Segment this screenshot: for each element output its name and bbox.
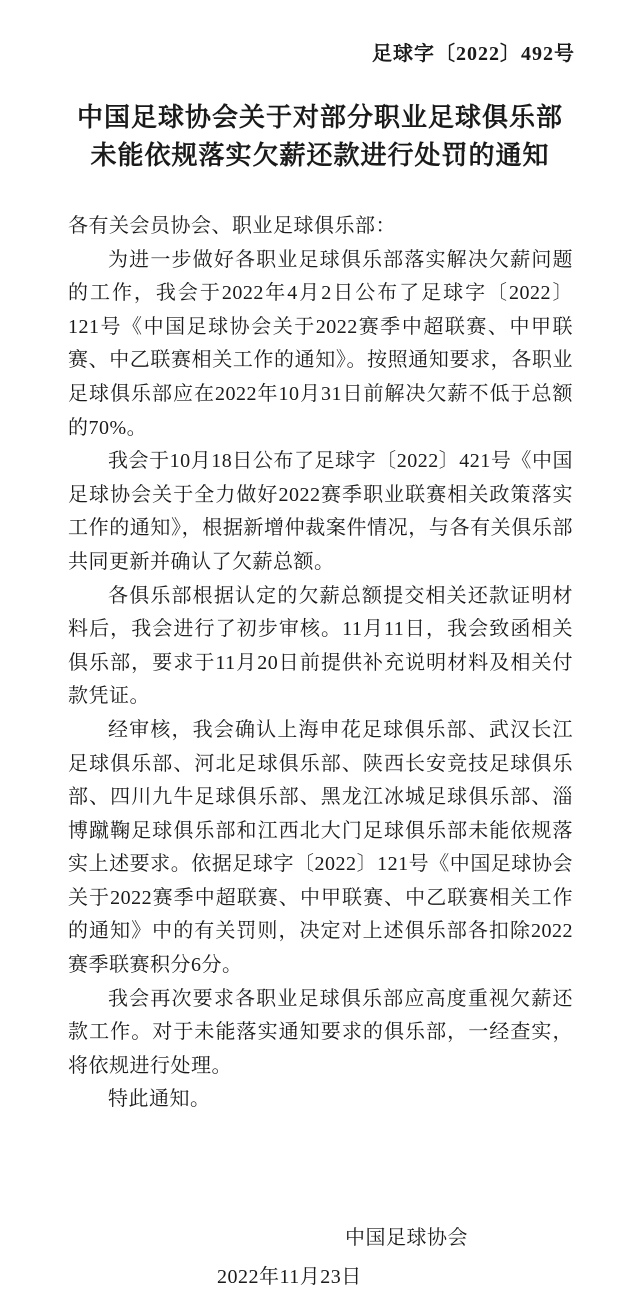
notice-paragraph: 我会于10月18日公布了足球字〔2022〕421号《中国足球协会关于全力做好2022赛季职业联赛相关政策落实工作的通知》，根据新增仲裁案件情况，与各有关俱乐部共同更新并确认了欠薪总额。: [68, 450, 573, 573]
issuer-signature: 中国足球协会: [345, 1227, 468, 1250]
notice-title: [0, 99, 640, 175]
notice-body: [0, 210, 640, 1117]
notice-title-line2: 未能依规落实欠薪还款进行处罚的通知: [90, 141, 550, 170]
notice-paragraph: 经审核，我会确认上海申花足球俱乐部、武汉长江足球俱乐部、河北足球俱乐部、陕西长安竞技足球俱乐部、四川九牛足球俱乐部、黑龙江冰城足球俱乐部、淄博蹴鞠足球俱乐部和江西北大门足球俱乐部未能依规落实上述要求。依据足球字〔2022〕121号《中国足球协会关于2022赛季中超联赛、中甲联赛、中乙联赛相关工作的通知》中的有关罚则，决定对上述俱乐部各扣除2022赛季联赛积分6分。: [68, 718, 573, 977]
salutation: 各有关会员协会、职业足球俱乐部：: [68, 215, 396, 237]
issue-date: 2022年11月23日: [217, 1265, 362, 1288]
notice-closing-phrase: 特此通知。: [108, 1088, 211, 1111]
notice-title-line1: 中国足球协会关于对部分职业足球俱乐部: [76, 103, 563, 132]
notice-paragraph: 为进一步做好各职业足球俱乐部落实解决欠薪问题的工作，我会于2022年4月2日公布了足球字〔2022〕121号《中国足球协会关于2022赛季中超联赛、中甲联赛、中乙联赛相关工作的通知》。按照通知要求，各职业足球俱乐部应在2022年10月31日前解决欠薪不低于总额的70%。: [68, 248, 573, 439]
document-number: 足球字〔2022〕492号: [372, 43, 575, 65]
notice-paragraph: 各俱乐部根据认定的欠薪总额提交相关还款证明材料后，我会进行了初步审核。11月11日，我会致函相关俱乐部，要求于11月20日前提供补充说明材料及相关付款凭证。: [68, 584, 573, 708]
notice-document: [0, 43, 640, 1288]
notice-paragraph: 我会再次要求各职业足球俱乐部应高度重视欠薪还款工作。对于未能落实通知要求的俱乐部，一经查实，将依规进行处理。: [68, 987, 573, 1077]
